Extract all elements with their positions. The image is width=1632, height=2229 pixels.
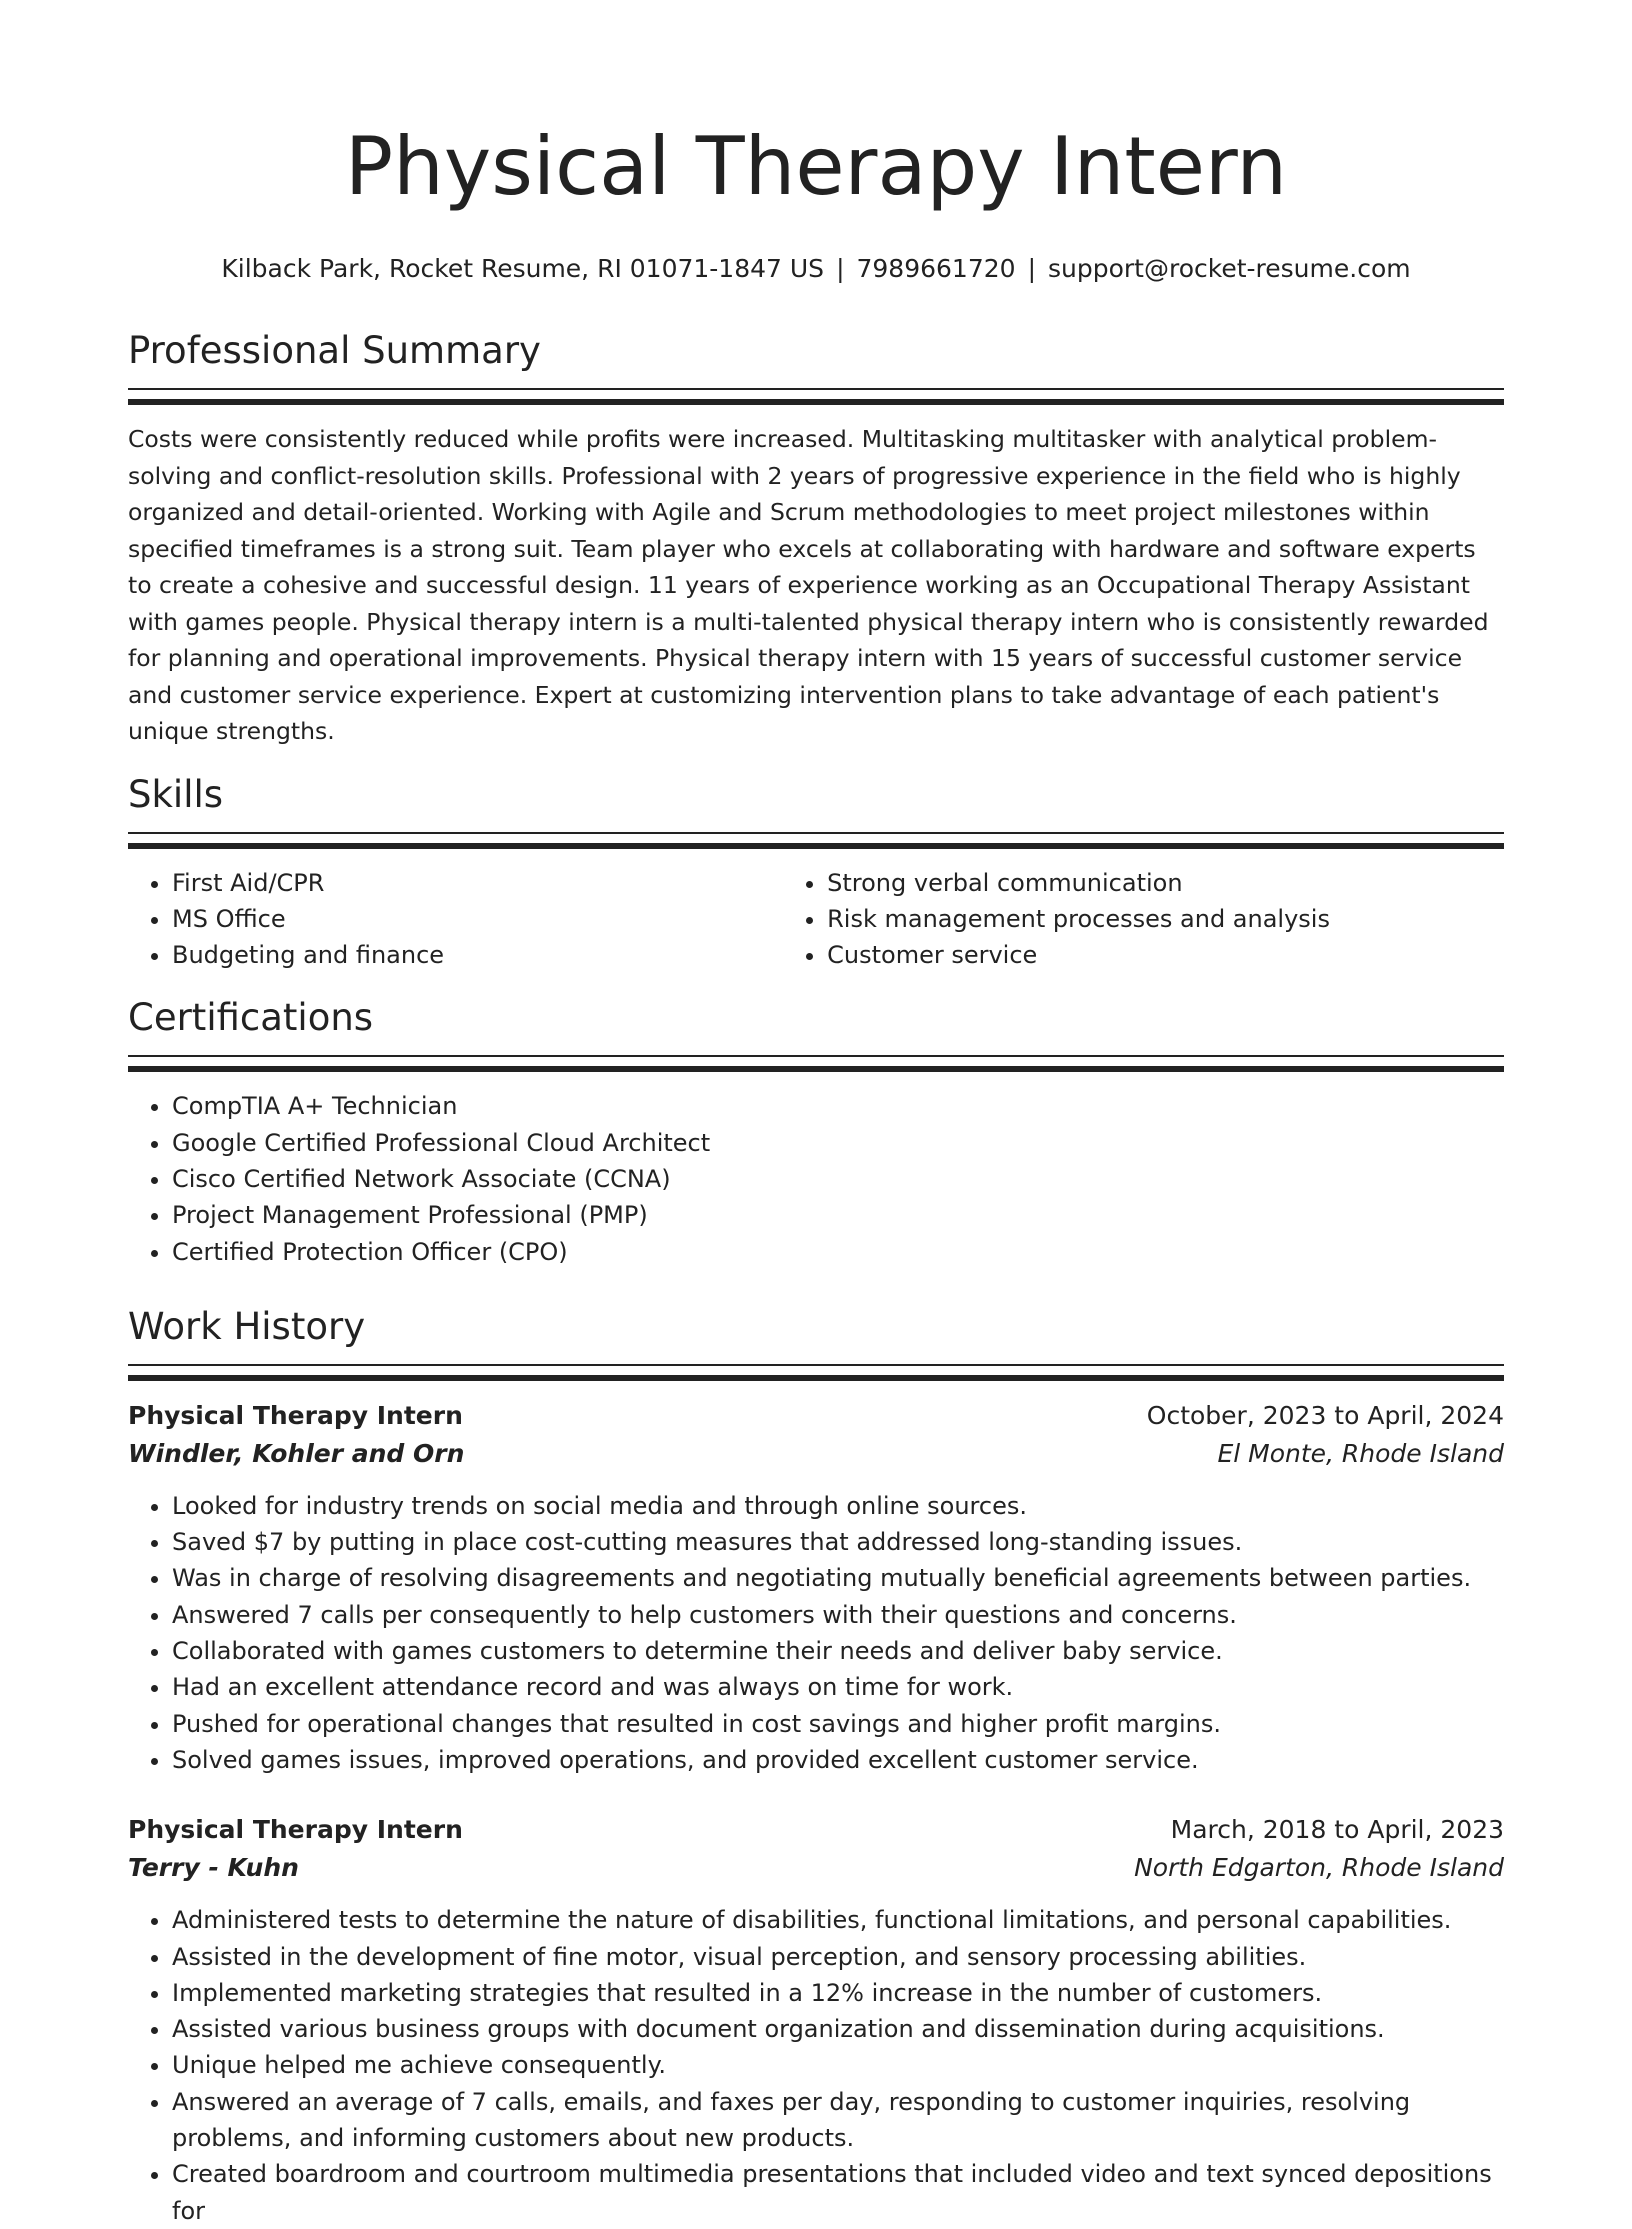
skills-section — [128, 770, 1504, 974]
section-title-certifications: Certifications — [128, 996, 374, 1040]
job-location: North Edgarton, Rhode Island — [1134, 1853, 1504, 1883]
job-header — [128, 1811, 1504, 1849]
job-bullet: • Assisted in the development of fine motor, visual perception, and sensory processing abilities. — [172, 1939, 1504, 1975]
certification-item: • Project Management Professional (PMP) — [172, 1197, 1504, 1233]
contact-line — [128, 252, 1504, 286]
job-bullet: • Administered tests to determine the nature of disabilities, functional limitations, and personal capabilities. — [172, 1902, 1504, 1938]
skill-item: • Risk management processes and analysis — [827, 901, 1504, 937]
work-section — [128, 1302, 1504, 2229]
certification-item: • Cisco Certified Network Associate (CCNA) — [172, 1161, 1504, 1197]
job-subheader — [128, 1849, 1504, 1887]
certification-item: • Certified Protection Officer (CPO) — [172, 1234, 1504, 1270]
skill-item: • Budgeting and finance — [172, 937, 783, 973]
certification-item: • Google Certified Professional Cloud Architect — [172, 1125, 1504, 1161]
job-bullet: • Had an excellent attendance record and was always on time for work. — [172, 1669, 1504, 1705]
job-subheader — [128, 1435, 1504, 1473]
skills-list-right — [783, 865, 1504, 974]
job-location: El Monte, Rhode Island — [1217, 1438, 1504, 1468]
job-bullet: • Saved $7 by putting in place cost-cutting measures that addressed long-standing issues. — [172, 1524, 1504, 1560]
skill-item: • Strong verbal communication — [827, 865, 1504, 901]
job-entry — [128, 1811, 1504, 2229]
section-divider — [128, 1055, 1504, 1072]
section-title-skills: Skills — [128, 772, 224, 816]
section-divider — [128, 832, 1504, 849]
job-bullet: • Solved games issues, improved operations, and provided excellent customer service. — [172, 1742, 1504, 1778]
job-bullets — [128, 1488, 1504, 1778]
address: Kilback Park, Rocket Resume, RI 01071-1847 US — [221, 254, 825, 283]
job-dates: October, 2023 to April, 2024 — [1146, 1400, 1504, 1430]
job-bullet: • Created boardroom and courtroom multimedia presentations that included video and text synced depositions for — [172, 2156, 1504, 2229]
section-title-summary: Professional Summary — [128, 329, 541, 372]
skills-list-left — [128, 865, 783, 974]
skill-item: • Customer service — [827, 937, 1504, 973]
skill-item: • MS Office — [172, 901, 783, 937]
section-divider — [128, 1364, 1504, 1381]
summary-section — [128, 326, 1504, 750]
job-header — [128, 1397, 1504, 1435]
contact-separator: | — [836, 254, 845, 283]
job-bullet: • Pushed for operational changes that resulted in cost savings and higher profit margins. — [172, 1706, 1504, 1742]
certification-item: • CompTIA A+ Technician — [172, 1088, 1504, 1124]
job-dates: March, 2018 to April, 2023 — [1170, 1815, 1504, 1845]
resume-name: Physical Therapy Intern — [344, 120, 1288, 213]
email: support@rocket-resume.com — [1048, 254, 1411, 283]
certifications-list — [128, 1088, 1504, 1269]
job-bullet: • Answered 7 calls per consequently to help customers with their questions and concerns. — [172, 1597, 1504, 1633]
certifications-section — [128, 993, 1504, 1269]
job-entry — [128, 1397, 1504, 1778]
job-bullet: • Implemented marketing strategies that resulted in a 12% increase in the number of customers. — [172, 1975, 1504, 2011]
phone: 7989661720 — [856, 254, 1016, 283]
job-bullet: • Looked for industry trends on social media and through online sources. — [172, 1488, 1504, 1524]
job-bullet: • Unique helped me achieve consequently. — [172, 2047, 1504, 2083]
job-company: Windler, Kohler and Orn — [128, 1438, 465, 1468]
job-bullet: • Answered an average of 7 calls, emails, and faxes per day, responding to customer inquiries, resolving problems, and informing customers about new products. — [172, 2084, 1504, 2157]
job-title: Physical Therapy Intern — [128, 1400, 463, 1430]
contact-separator: | — [1027, 254, 1036, 283]
section-divider — [128, 388, 1504, 405]
summary-text: Costs were consistently reduced while profits were increased. Multitasking multitasker with analytical problem-solving and conflict-resolution skills. Professional with 2 years of progressive experience in the field who is highly organized and detail-oriented. Working with Agile and Scrum methodologies to meet project milestones within specified timeframes is a strong suit. Team player who excels at collaborating with hardware and software experts to create a cohesive and successful design. 11 years of experience working as an Occupational Therapy Assistant with games people. Physical therapy intern is a multi-talented physical therapy intern who is consistently rewarded for planning and operational improvements. Physical therapy intern with 15 years of successful customer service and customer service experience. Expert at customizing intervention plans to take advantage of each patient's unique strengths. — [128, 425, 1489, 745]
job-bullets — [128, 1902, 1504, 2229]
resume-page — [128, 0, 1504, 2229]
skill-item: • First Aid/CPR — [172, 865, 783, 901]
section-title-work: Work History — [128, 1304, 366, 1348]
job-title: Physical Therapy Intern — [128, 1815, 463, 1845]
skills-columns — [128, 865, 1504, 974]
job-bullet: • Was in charge of resolving disagreements and negotiating mutually beneficial agreements between parties. — [172, 1560, 1504, 1596]
job-bullet: • Collaborated with games customers to determine their needs and deliver baby service. — [172, 1633, 1504, 1669]
job-company: Terry - Kuhn — [128, 1853, 299, 1883]
job-bullet: • Assisted various business groups with document organization and dissemination during acquisitions. — [172, 2011, 1504, 2047]
